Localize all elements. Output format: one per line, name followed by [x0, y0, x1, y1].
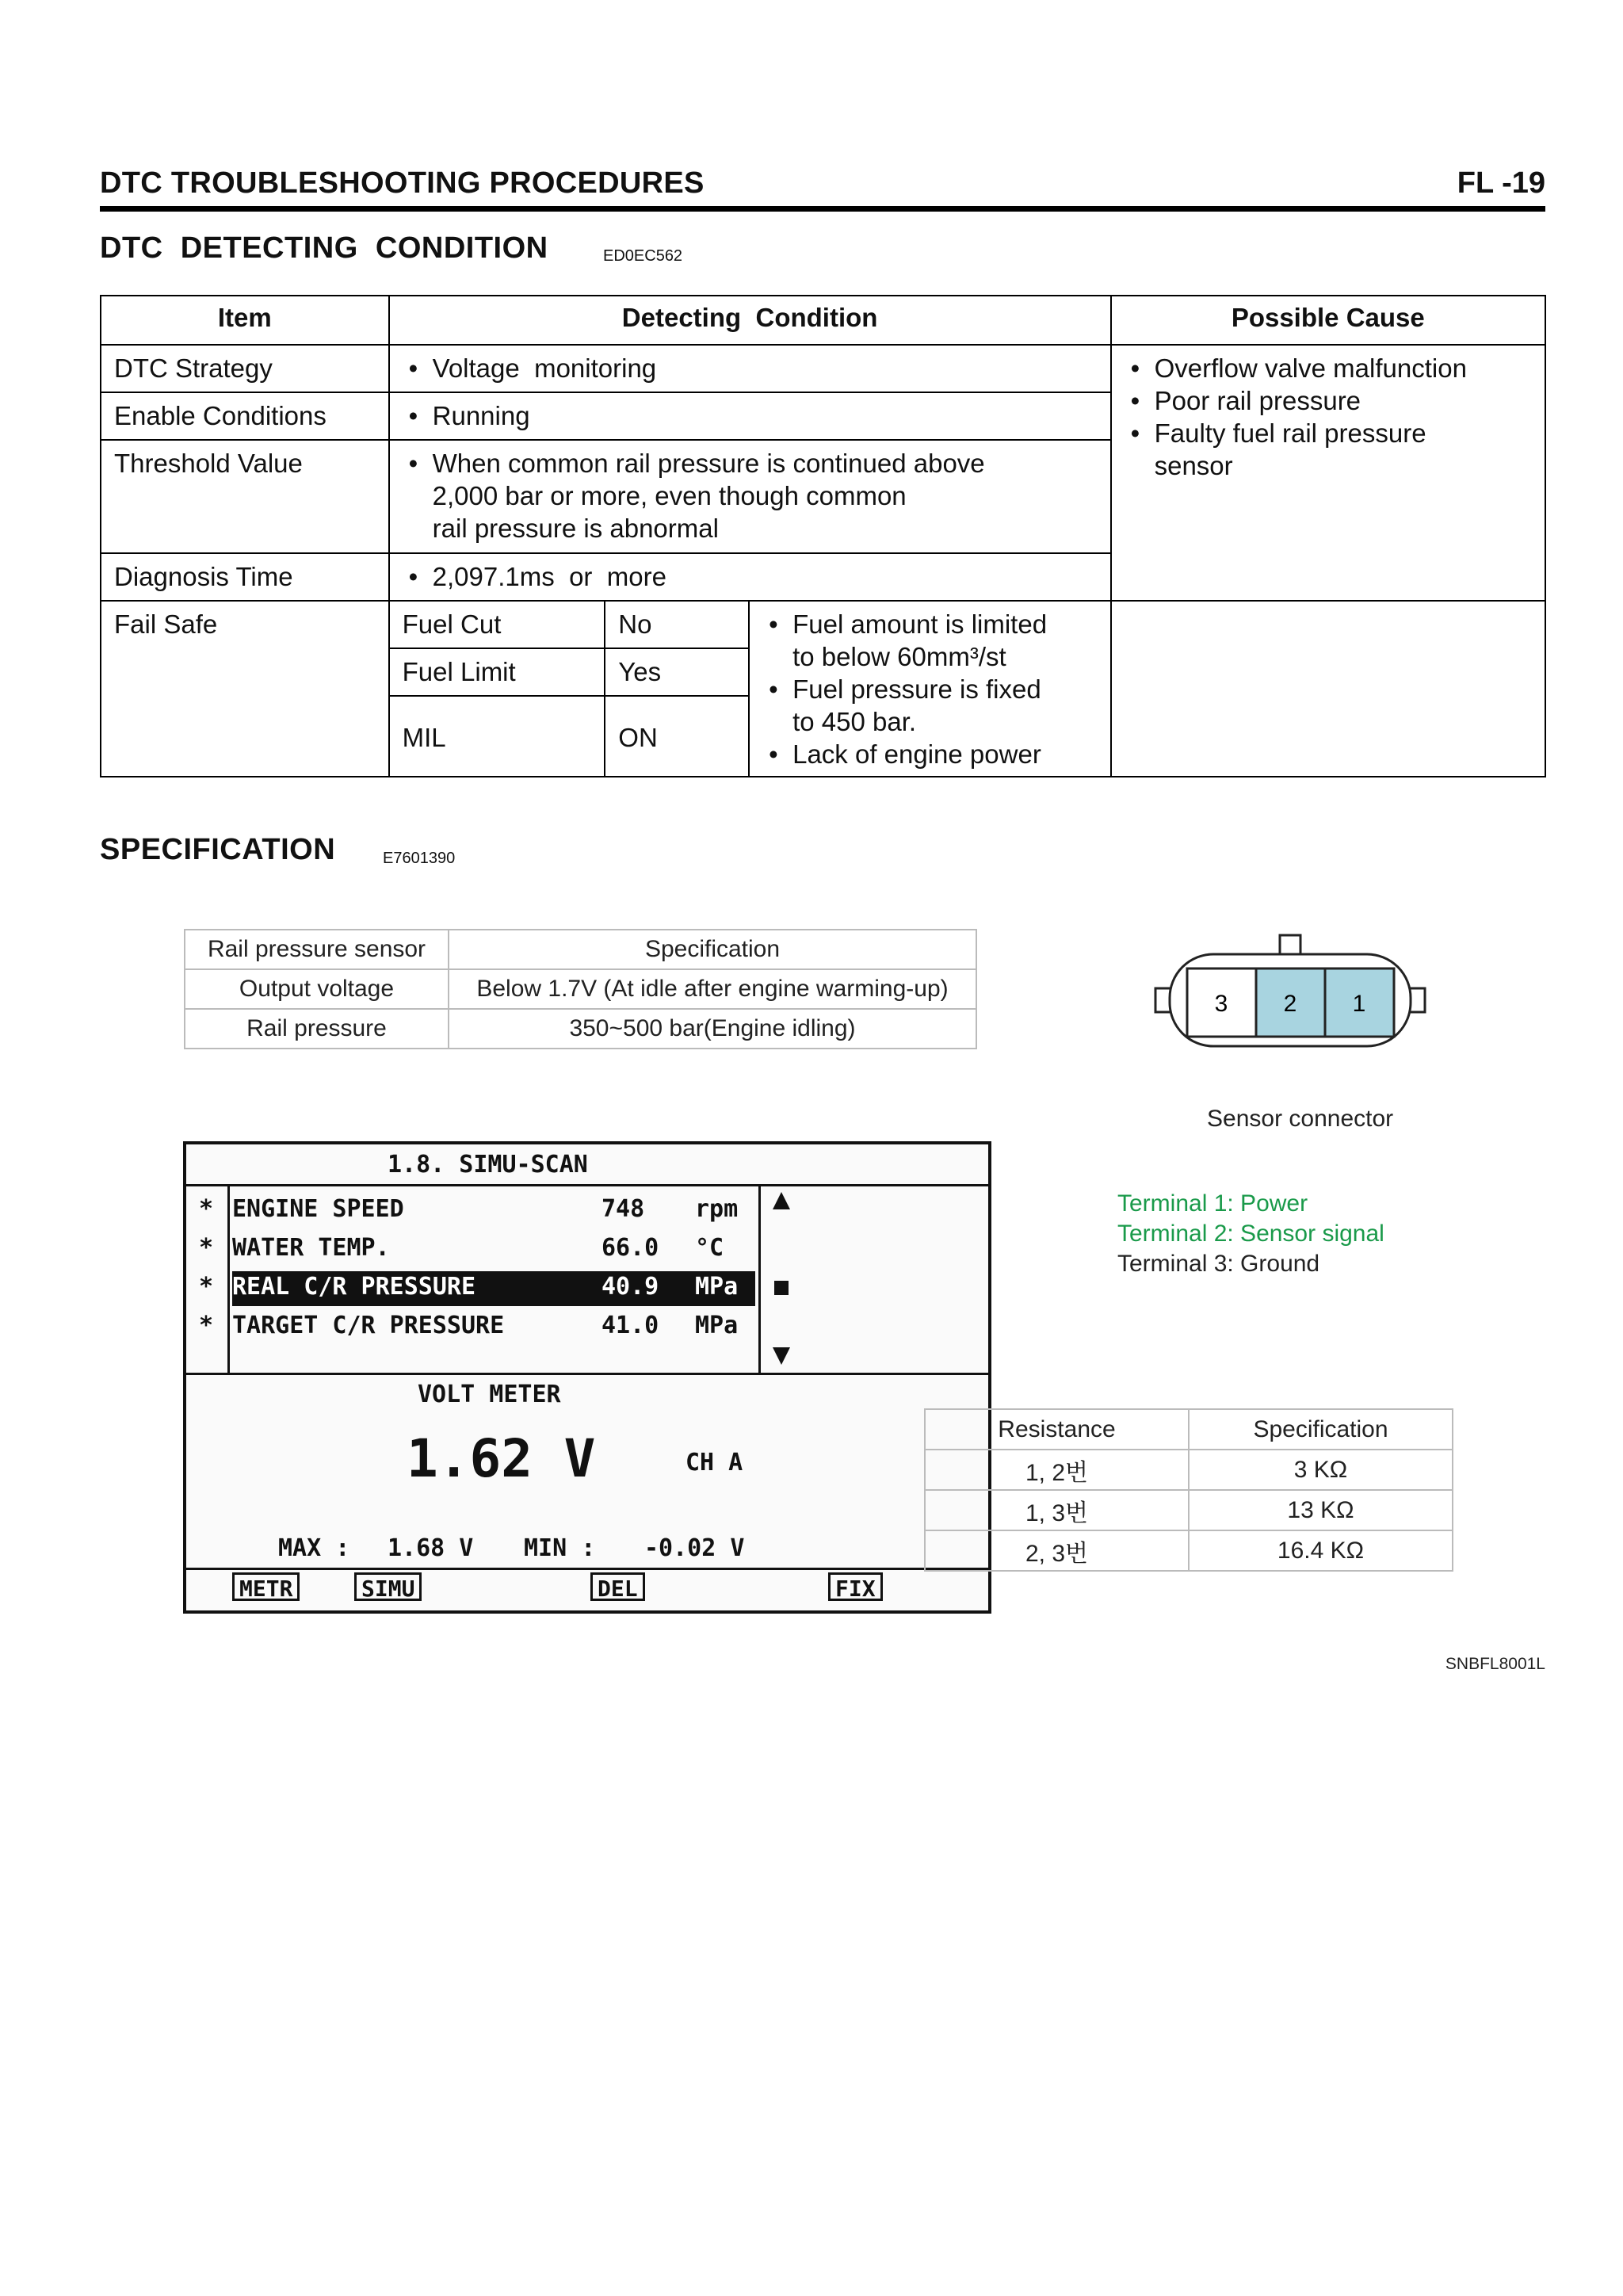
detecting-condition-code: ED0EC562: [603, 247, 683, 265]
fail-safe-value: Yes: [605, 648, 749, 696]
page-header-title: DTC TROUBLESHOOTING PROCEDURES: [100, 166, 705, 200]
terminal-3-label: Terminal 3: Ground: [1117, 1251, 1320, 1277]
table-row: [185, 930, 976, 969]
row-condition-dtc-strategy: • Voltage monitoring: [389, 345, 1111, 392]
connector-key-tab: [1280, 935, 1300, 954]
spec-header-cell: Specification: [449, 930, 976, 969]
scroll-down-icon[interactable]: [773, 1347, 790, 1365]
table-row: [925, 1490, 1453, 1530]
fail-safe-name: Fuel Cut: [389, 601, 605, 648]
metr-key[interactable]: METR: [232, 1572, 300, 1601]
possible-cause-cell: [1111, 345, 1545, 601]
spec-cell: Rail pressure: [185, 1009, 449, 1049]
cause-item: • Poor rail pressure: [1125, 384, 1532, 417]
pin-label: 3: [1214, 991, 1228, 1017]
col-condition-header: Detecting Condition: [389, 296, 1111, 345]
volt-reading: 1.62 V: [407, 1428, 596, 1489]
resistance-cell: 13 KΩ: [1189, 1490, 1453, 1530]
spec-cell: Output voltage: [185, 969, 449, 1009]
table-row: [185, 1009, 976, 1049]
simu-key[interactable]: SIMU: [354, 1572, 422, 1601]
terminal-1-label: Terminal 1: Power: [1117, 1190, 1308, 1217]
scan-divider: [227, 1184, 230, 1374]
max-value: 1.68 V: [388, 1534, 474, 1562]
resistance-header-cell: Resistance: [925, 1409, 1189, 1450]
scan-divider: [186, 1373, 988, 1375]
table-row: [925, 1530, 1453, 1571]
resistance-cell: 1, 2번: [925, 1450, 1189, 1490]
max-label: MAX :: [278, 1534, 350, 1562]
row-condition-threshold-value: • When common rail pressure is continued above 2,000 bar or more, even though common rail pressure is abnormal: [389, 440, 1111, 553]
fail-safe-name: MIL: [389, 696, 605, 777]
scan-divider: [186, 1184, 988, 1186]
scroll-up-icon[interactable]: [773, 1192, 790, 1209]
fix-key[interactable]: FIX: [828, 1572, 883, 1601]
fail-safe-notes: • Fuel amount is limited to below 60mm³/st • Fuel pressure is fixed to 450 bar. • Lack of engine power: [749, 601, 1111, 777]
row-item-dtc-strategy: DTC Strategy: [101, 345, 389, 392]
spec-header-cell: Rail pressure sensor: [185, 930, 449, 969]
row-item-diagnosis-time: Diagnosis Time: [101, 553, 389, 601]
cause-item: • Overflow valve malfunction: [1125, 352, 1532, 384]
scan-divider: [186, 1568, 988, 1570]
spec-cell: Below 1.7V (At idle after engine warming-up): [449, 969, 976, 1009]
table-row: [925, 1450, 1453, 1490]
fail-safe-value: ON: [605, 696, 749, 777]
spec-cell: 350~500 bar(Engine idling): [449, 1009, 976, 1049]
row-condition-diagnosis-time: • 2,097.1ms or more: [389, 553, 1111, 601]
scan-divider: [758, 1184, 761, 1374]
scan-tool-screen: 1.8. SIMU-SCAN * ENGINE SPEED 748 rpm * WATER TEMP. 66.0 °C * REAL C/R PRESSURE 40.9 MPa * TARGET C/R PRESSURE 41.0 MPa VOLT METER 1.62 V CH A MAX : 1.68 V MIN : -0.02 V METR SIMU DEL FIX: [183, 1141, 991, 1614]
volt-meter-title: VOLT METER: [418, 1381, 561, 1408]
fail-safe-value: No: [605, 601, 749, 648]
scan-title: 1.8. SIMU-SCAN: [388, 1151, 588, 1179]
resistance-cell: 2, 3번: [925, 1530, 1189, 1571]
col-cause-header: Possible Cause: [1111, 296, 1545, 345]
fail-safe-name: Fuel Limit: [389, 648, 605, 696]
col-item-header: Item: [101, 296, 389, 345]
channel-label: CH A: [685, 1449, 743, 1477]
resistance-header-cell: Specification: [1189, 1409, 1453, 1450]
scroll-thumb[interactable]: [774, 1281, 789, 1295]
specification-title: SPECIFICATION: [100, 833, 336, 866]
row-item-enable-conditions: Enable Conditions: [101, 392, 389, 440]
cause-item: • Faulty fuel rail pressure sensor: [1125, 417, 1532, 482]
table-row: [185, 969, 976, 1009]
pin-label: 2: [1283, 991, 1297, 1017]
specification-code: E7601390: [383, 850, 456, 867]
header-rule: [100, 206, 1545, 212]
detecting-condition-title: DTC DETECTING CONDITION: [100, 231, 548, 265]
terminal-2-label: Terminal 2: Sensor signal: [1117, 1221, 1384, 1247]
table-row: [925, 1409, 1453, 1450]
page-number: FL -19: [1457, 166, 1545, 200]
resistance-table: [924, 1408, 1453, 1572]
resistance-cell: 1, 3번: [925, 1490, 1189, 1530]
spec-table: [184, 929, 977, 1049]
row-item-fail-safe: Fail Safe: [101, 601, 389, 777]
dtc-condition-table: [100, 295, 1546, 777]
sensor-connector-diagram: [1149, 927, 1434, 1062]
min-label: MIN :: [524, 1534, 596, 1562]
connector-caption: Sensor connector: [1207, 1106, 1394, 1132]
row-item-threshold-value: Threshold Value: [101, 440, 389, 553]
resistance-cell: 16.4 KΩ: [1189, 1530, 1453, 1571]
row-condition-enable-conditions: • Running: [389, 392, 1111, 440]
del-key[interactable]: DEL: [590, 1572, 645, 1601]
pin-label: 1: [1352, 991, 1366, 1017]
min-value: -0.02 V: [644, 1534, 745, 1562]
fail-safe-cause-empty: [1111, 601, 1545, 777]
figure-code: SNBFL8001L: [1445, 1655, 1545, 1673]
resistance-cell: 3 KΩ: [1189, 1450, 1453, 1490]
